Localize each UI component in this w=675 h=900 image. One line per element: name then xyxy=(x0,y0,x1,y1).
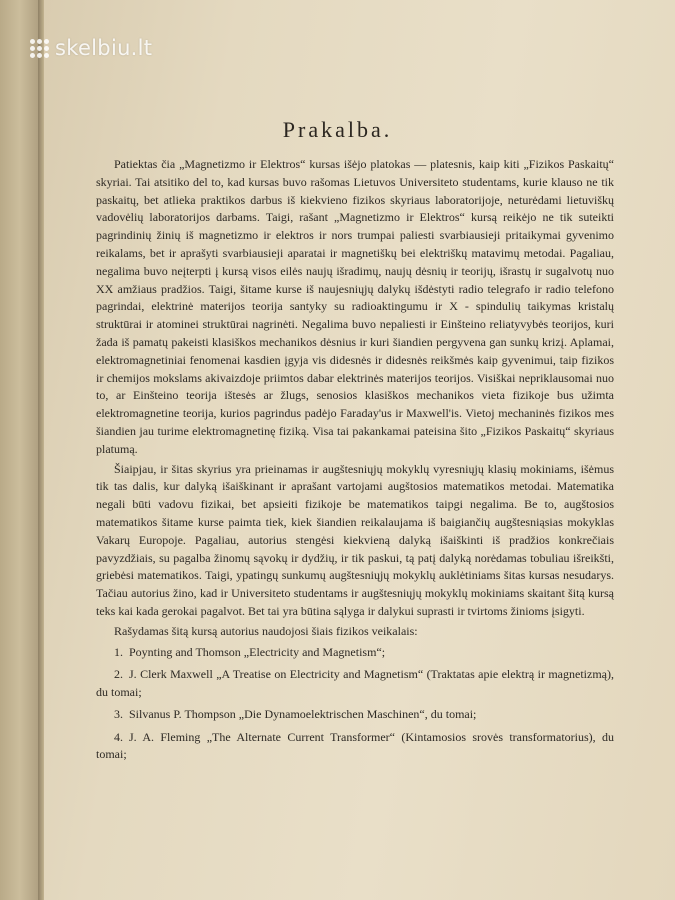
reference-number: 2. xyxy=(114,667,123,682)
page-title: Prakalba. xyxy=(282,117,393,142)
site-watermark xyxy=(30,36,152,60)
paragraph-1: Patiektas čia „Magnetizmo ir Elektros“ kursas išėjo platokas — platesnis, kaip kiti „Fizikos Paskaitų“ skyriai. Tai atsitiko del to, kad kursas buvo rašomas Lietuvos Universiteto studentams, kurie klauso ne tik paskaitų, bet atlieka praktikos darbus iš kiekvieno fizikos skyriaus laboratorijoje, neturėdami lietuviškų vadovėlių laboratorijos darbams. Taigi, rašant „Magnetizmo ir Elektros“ kursą reikėjo ne tik suteikti pagrindinių žinių iš magnetizmo ir elektros ir nors trumpai paliesti svarbiausieji pritaikymai gyvenimo reikalams, bet ir aprašyti svarbiausieji aparatai ir magnetiškų bei elektriškų matavimų metodai. Pagaliau, negalima buvo neįterpti į kursą visos eilės naujų išradimų, naujų dėsnių ir teorijų, išrastų ir sugalvotų nuo XX amžiaus pradžios. Taigi, šitame kurse iš naujesniųjų dalykų išdėstyti radio telegrafo ir radio telefono pagrindai, elektrinė materijos teorija santyky su radioaktingumu ir X - spindulių taikymas kristalų struktūrai ir atominei struktūrai nagrinėti. Negalima buvo nepaliesti ir Einšteino reliatyvybės teorijos, kuri žada iš pamatų pakeisti klasiškos mechanikos dėsnius ir kuri šiandien pergyvena gan sunkų krizį. Aplamai, elektromagnetiniai fenomenai kasdien įgyja vis didesnės ir didesnės reikšmės kaip gyvenimui, taip fizikos ir chemijos mokslams akivaizdoje priimtos dabar elektrinės materijos teorijos. Visiškai nepriklausomai nuo to, ar Einšteino teorija ištesės ar žlugs, senosios klasiškos mechanikos vieta fizikoje bus užimta elektromagnetine teorija, kurios pagrindus padėjo Faraday'us ir Maxwell'is. Vietoj mechaninės fizikos mes šiandien jau turime elektromagnetinę fiziką. Visa tai pakankamai pateisina šito „Fizikos Paskaitų“ skyriaus platumą. xyxy=(96,157,614,456)
reference-text: J. A. Fleming „The Alternate Current Transformer“ (Kintamosios srovės transformatorius), du tomai; xyxy=(96,729,614,762)
list-item xyxy=(96,666,614,701)
list-item xyxy=(96,729,614,764)
paragraph-3: Rašydamas šitą kursą autorius naudojosi šiais fizikos veikalais: xyxy=(114,623,418,638)
watermark-text: skelbiu.lt xyxy=(55,36,153,60)
paragraph-2: Šiaipjau, ir šitas skyrius yra prieinamas ir augštesniųjų mokyklų vyresniųjų klasių mokiniams, išėmus tik tas dalis, kur dalyką išaiškinant ir aprašant vartojami augštosios matematikos metodai. Matematika negali būti vadovu fizikai, bet apsieiti fizikoje be matematikos taipgi negalima. Be to, augštosios matematikos šitame kurse paimta tiek, kiek šiandien reikalaujama iš baigiančių augštesniąsias mokyklas Vakarų Europoje. Pagaliau, autorius stengėsi kiekvieną dalyką išaiškinti iš pradžios konkrečiais pavyzdžiais, su pagalba žinomų sąvokų ir dydžių, ir tik paskui, tą patį dalyką norėdamas tobuliau išreikšti, griebėsi matematikos. Taigi, ypatingų sunkumų augštesniųjų mokyklų auklėtiniams šitas kursas nesudarys. Tačiau autorius žino, kad ir Universiteto studentams ir augštesniųjų mokyklų mokiniams skaitant šitą kursą teks kai kada gerokai pagalvot. Bet tai yra būtina sąlyga ir dalykui suprasti ir tvirtoms žinioms įsigyti. xyxy=(96,461,614,618)
list-item xyxy=(96,706,614,724)
reference-text: J. Clerk Maxwell „A Treatise on Electricity and Magnetism“ (Traktatas apie elektrą ir magnetizmą), du tomai; xyxy=(96,667,614,699)
reference-number: 1. xyxy=(114,644,123,659)
list-item xyxy=(96,644,614,662)
reference-number: 4. xyxy=(114,729,123,744)
reference-text: Silvanus P. Thompson „Die Dynamoelektrischen Maschinen“, du tomai; xyxy=(129,707,477,722)
watermark-dots-icon xyxy=(30,39,49,58)
preface-body xyxy=(96,156,614,769)
reference-list xyxy=(96,644,614,764)
reference-number: 3. xyxy=(114,707,123,722)
reference-text: Poynting and Thomson „Electricity and Magnetism“; xyxy=(129,644,386,659)
